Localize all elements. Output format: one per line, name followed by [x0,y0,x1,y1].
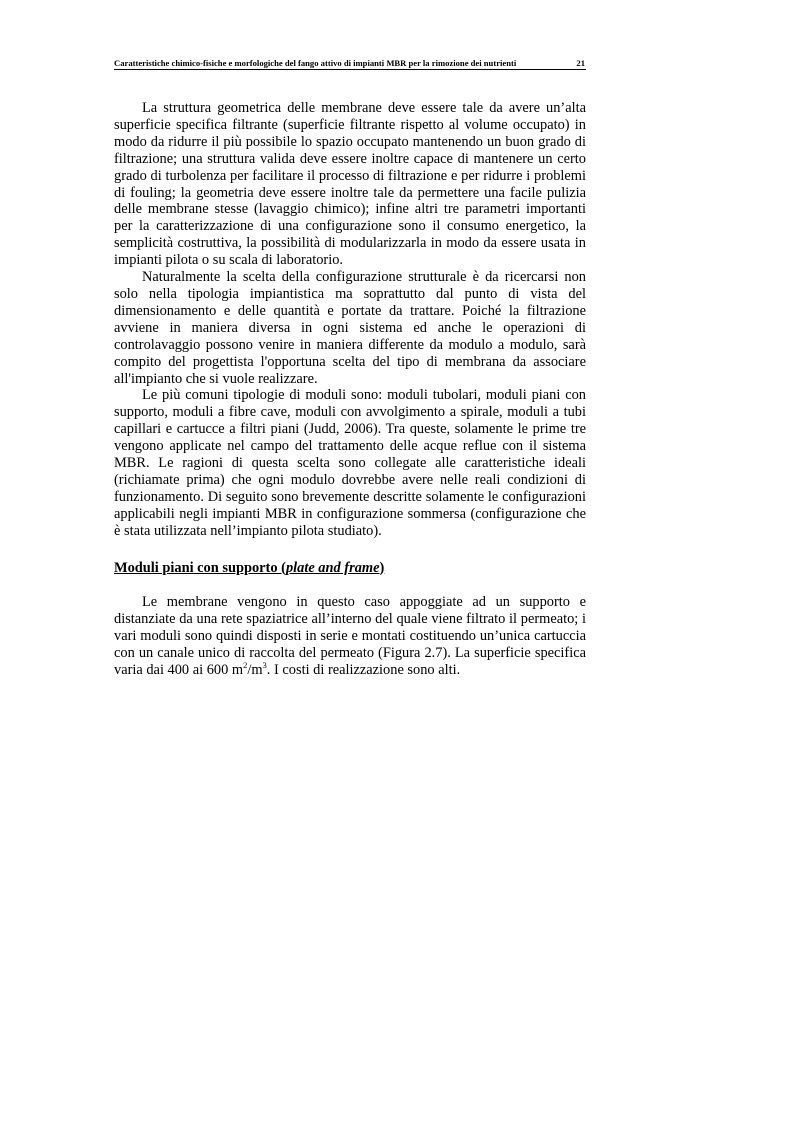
running-header [114,58,586,70]
section-heading-prefix: Moduli piani con supporto ( [114,559,286,576]
paragraph-plate-and-frame [114,594,586,679]
plate-frame-text-end: . I costi di realizzazione sono alti. [266,662,461,679]
section-heading-plate-and-frame [114,560,586,577]
paragraph-module-types: Le più comuni tipologie di moduli sono: moduli tubolari, moduli piani con supporto, moduli a fibre cave, moduli con avvolgimento a spirale, moduli a tubi capillari e cartucce a filtri piani (Judd, 2006). Tra queste, solamente le prime tre vengono applicate nel campo del trattamento delle acque reflue con il sistema MBR. Le ragioni di questa scelta sono collegate alle caratteristiche ideali (richiamate prima) che ogni modulo dovrebbe avere nelle reali condizioni di funzionamento. Di seguito sono brevemente descritte solamente le configurazioni applicabili negli impianti MBR in configurazione sommersa (configurazione che è stata utilizzata nell’impianto pilota studiato). [114,387,586,539]
unit-per-m: /m [247,662,263,679]
plate-frame-text: Le membrane vengono in questo caso appoggiate ad un supporto e distanziate da una rete spaziatrice all’interno del quale viene filtrato il permeato; i vari moduli sono quindi disposti in serie e montati costituendo un’unica cartuccia con un canale unico di raccolta del permeato (Figura 2.7). La superficie specifica varia dai 400 ai 600 m [114,594,586,679]
page-number: 21 [576,58,585,68]
paragraph-membrane-geometry: La struttura geometrica delle membrane deve essere tale da avere un’alta superficie specifica filtrante (superficie filtrante rispetto al volume occupato) in modo da ridurre il più possibile lo spazio occupato mantenendo un buon grado di filtrazione; una struttura valida deve essere inoltre capace di mantenere un certo grado di turbolenza per facilitare il processo di filtrazione e per ridurre i problemi di fouling; la geometria deve essere inoltre tale da permettere una facile pulizia delle membrane stesse (lavaggio chimico); infine altri tre parametri importanti per la caratterizzazione di una configurazione sono il consumo energetico, la semplicità costruttiva, la possibilità di modularizzarla in modo da essere usata in impianti pilota o su scala di laboratorio. [114,100,586,269]
section-heading-italic: plate and frame [285,559,380,576]
unit-superscript-2: 2 [243,660,248,671]
unit-superscript-3: 3 [262,660,267,671]
section-heading-suffix: ) [379,559,385,576]
body-text [114,100,586,679]
paragraph-configuration-choice: Naturalmente la scelta della configurazione strutturale è da ricercarsi non solo nella tipologia impiantistica ma soprattutto dal punto di vista del dimensionamento e delle quantità e portate da trattare. Poiché la filtrazione avviene in maniera diversa in ogni sistema ed anche le operazioni di controlavaggio possono venire in maniera differente da modulo a modulo, sarà compito del progettista l'opportuna scelta del tipo di membrana da associare all'impianto che si vuole realizzare. [114,269,586,387]
running-header-title: Caratteristiche chimico-fisiche e morfologiche del fango attivo di impianti MBR per la rimozione dei nutrienti [114,58,517,68]
